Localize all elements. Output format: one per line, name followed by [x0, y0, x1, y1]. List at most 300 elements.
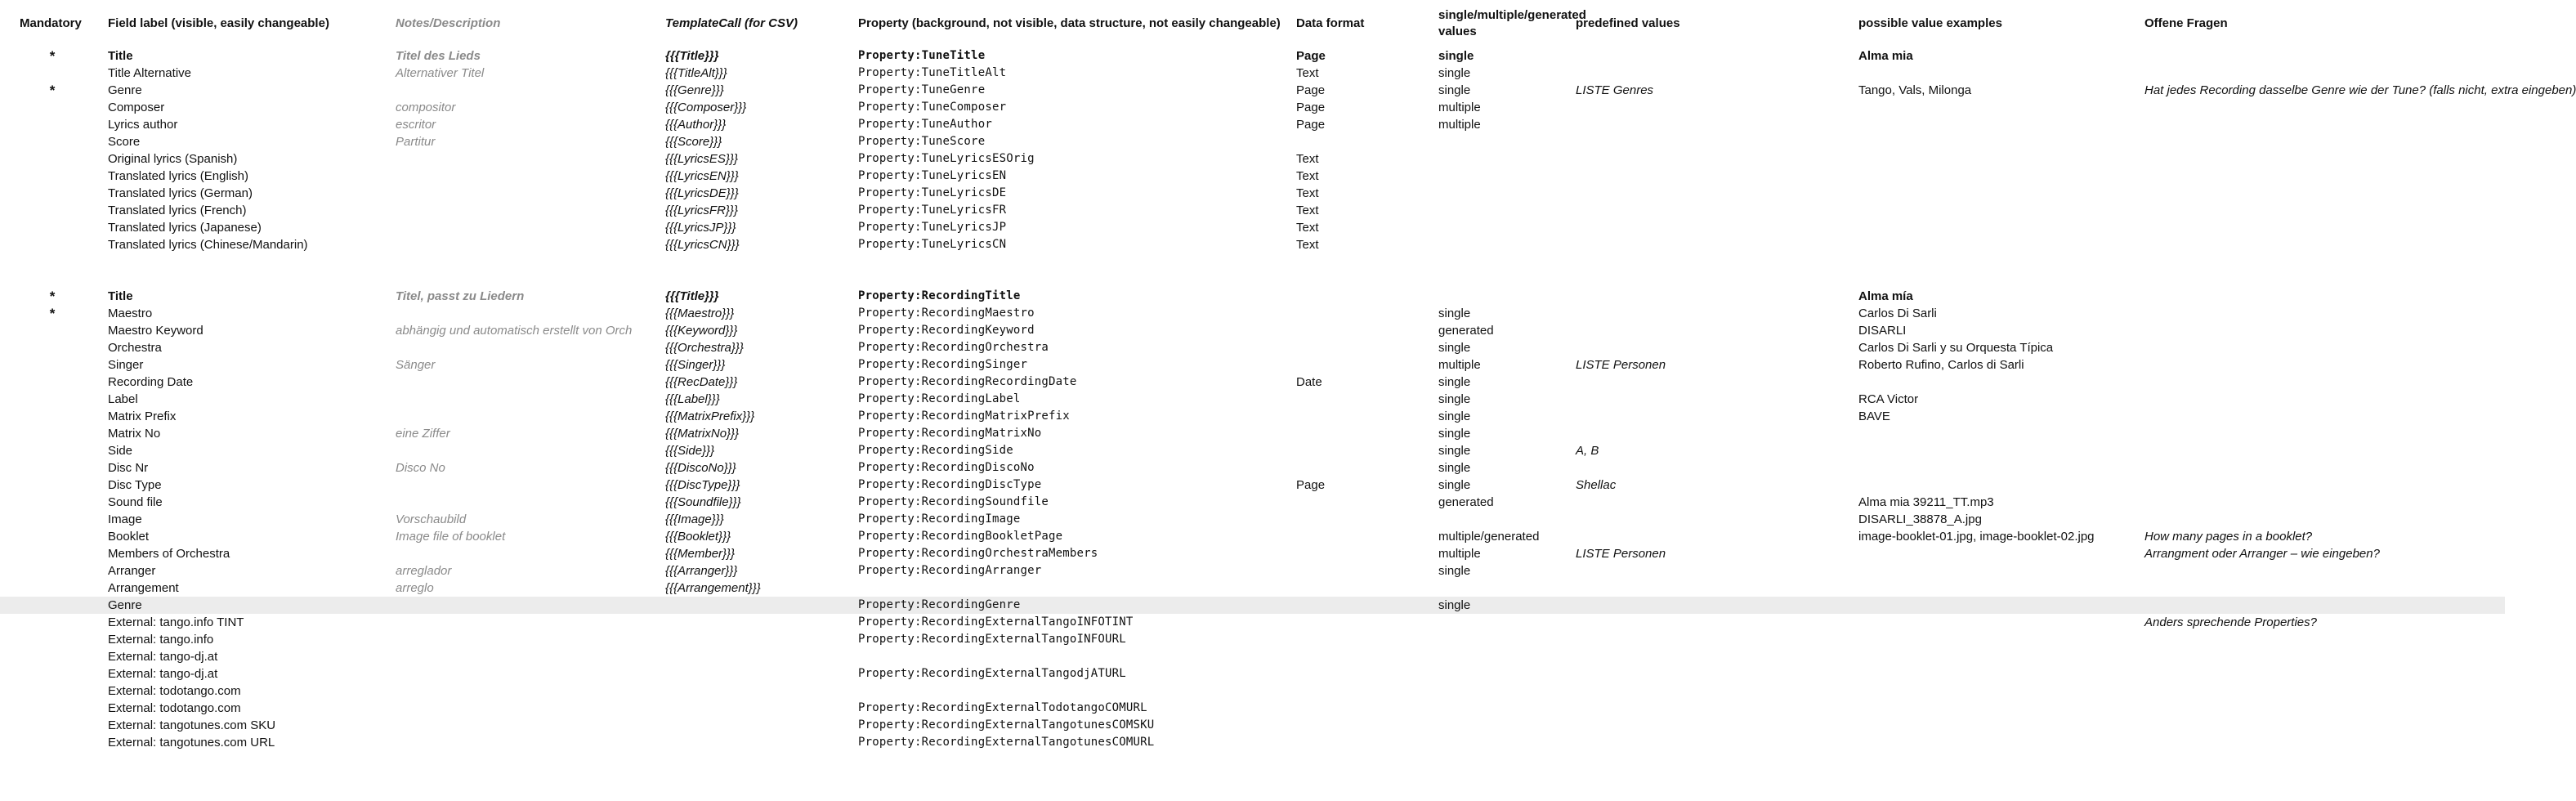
mandatory-cell[interactable] [0, 219, 105, 236]
note-cell[interactable]: Sänger [396, 358, 436, 372]
header-mandatory[interactable]: Mandatory [20, 16, 82, 30]
field-label-cell[interactable]: Genre [108, 83, 142, 97]
predefined-values-cell[interactable]: A, B [1576, 444, 1599, 458]
field-label-cell[interactable]: External: tangotunes.com URL [108, 736, 275, 750]
open-question-cell[interactable] [2141, 631, 2505, 648]
value-cardinality-cell[interactable] [1435, 168, 1572, 185]
value-example-cell[interactable]: image-booklet-01.jpg, image-booklet-02.jpg [1858, 530, 2095, 544]
header-value-examples[interactable]: possible value examples [1858, 16, 2002, 30]
template-call-cell[interactable]: {{{Arrangement}}} [665, 581, 761, 595]
value-example-cell[interactable] [1855, 682, 2141, 700]
mandatory-cell[interactable] [0, 579, 105, 597]
predefined-values-cell[interactable] [1572, 391, 1855, 408]
value-cardinality-cell[interactable]: single [1438, 409, 1471, 423]
data-format-cell[interactable]: Date [1296, 375, 1322, 389]
mandatory-cell[interactable] [0, 185, 105, 202]
predefined-values-cell[interactable] [1572, 65, 1855, 82]
property-cell[interactable]: Property:RecordingDiscoNo [858, 461, 1035, 474]
mandatory-cell[interactable] [0, 374, 105, 391]
value-cardinality-cell[interactable] [1435, 133, 1572, 150]
field-label-cell[interactable]: Image [108, 512, 142, 526]
value-cardinality-cell[interactable]: multiple [1438, 358, 1481, 372]
data-format-cell[interactable] [1293, 391, 1435, 408]
value-example-cell[interactable]: DISARLI [1858, 324, 1907, 338]
predefined-values-cell[interactable] [1572, 700, 1855, 717]
mandatory-cell[interactable] [0, 339, 105, 356]
value-example-cell[interactable] [1855, 477, 2141, 494]
property-cell[interactable]: Property:RecordingExternalTangoINFOTINT [858, 615, 1134, 629]
predefined-values-cell[interactable] [1572, 116, 1855, 133]
mandatory-cell[interactable] [0, 700, 105, 717]
value-cardinality-cell[interactable] [1435, 579, 1572, 597]
field-label-cell[interactable]: Arranger [108, 564, 156, 578]
field-label-cell[interactable]: External: tangotunes.com SKU [108, 718, 276, 732]
mandatory-cell[interactable] [0, 562, 105, 579]
note-cell[interactable]: abhängig und automatisch erstellt von Orch [396, 324, 633, 338]
data-format-cell[interactable] [1293, 288, 1435, 305]
template-call-cell[interactable]: {{{Singer}}} [665, 358, 726, 372]
open-question-cell[interactable] [2141, 700, 2505, 717]
field-label-cell[interactable]: Genre [105, 597, 392, 614]
predefined-values-cell[interactable] [1572, 459, 1855, 477]
open-question-cell[interactable] [2141, 459, 2505, 477]
note-cell[interactable] [392, 682, 662, 700]
data-format-cell[interactable] [1293, 459, 1435, 477]
open-question-cell[interactable] [2141, 579, 2505, 597]
value-example-cell[interactable]: Alma mia [1858, 49, 1913, 63]
note-cell[interactable] [392, 614, 662, 631]
predefined-values-cell[interactable] [1572, 168, 1855, 185]
value-example-cell[interactable] [1855, 219, 2141, 236]
property-cell[interactable]: Property:TuneScore [858, 135, 986, 148]
field-label-cell[interactable]: Booklet [108, 530, 150, 544]
template-call-cell[interactable]: {{{LyricsES}}} [665, 152, 738, 166]
header-notes[interactable]: Notes/Description [396, 16, 501, 30]
value-cardinality-cell[interactable]: single [1438, 83, 1471, 97]
predefined-values-cell[interactable] [1572, 734, 1855, 751]
value-example-cell[interactable] [1855, 700, 2141, 717]
property-cell[interactable]: Property:TuneLyricsJP [858, 221, 1007, 234]
value-example-cell[interactable]: Tango, Vals, Milonga [1858, 83, 1972, 97]
value-example-cell[interactable] [1855, 442, 2141, 459]
open-question-cell[interactable] [2141, 185, 2505, 202]
mandatory-cell[interactable] [0, 408, 105, 425]
note-cell[interactable] [392, 477, 662, 494]
empty-cell[interactable] [392, 271, 662, 288]
header-predefined-values[interactable]: predefined values [1576, 16, 1680, 30]
field-label-cell[interactable]: External: todotango.com [108, 701, 241, 715]
field-label-cell[interactable]: Members of Orchestra [108, 547, 230, 561]
note-cell[interactable]: Disco No [396, 461, 445, 475]
header-data-format[interactable]: Data format [1296, 16, 1365, 30]
predefined-values-cell[interactable] [1572, 99, 1855, 116]
predefined-values-cell[interactable] [1572, 150, 1855, 168]
property-cell[interactable]: Property:RecordingSide [858, 444, 1013, 457]
empty-cell[interactable] [2141, 253, 2505, 271]
template-call-cell[interactable]: {{{Genre}}} [665, 83, 724, 97]
property-cell[interactable]: Property:TuneLyricsFR [858, 204, 1007, 217]
note-cell[interactable] [392, 391, 662, 408]
predefined-values-cell[interactable] [1572, 305, 1855, 322]
value-cardinality-cell[interactable]: multiple [1438, 118, 1481, 132]
property-cell[interactable]: Property:RecordingExternalTangodjATURL [858, 667, 1126, 680]
empty-cell[interactable] [105, 253, 392, 271]
mandatory-cell[interactable] [0, 442, 105, 459]
value-cardinality-cell[interactable] [1435, 734, 1572, 751]
property-cell[interactable]: Property:TuneLyricsEN [858, 169, 1007, 182]
field-label-cell[interactable]: Title Alternative [108, 66, 191, 80]
value-cardinality-cell[interactable] [1435, 150, 1572, 168]
value-example-cell[interactable]: Roberto Rufino, Carlos di Sarli [1858, 358, 2024, 372]
open-question-cell[interactable] [2141, 47, 2505, 65]
field-label-cell[interactable]: Maestro Keyword [108, 324, 203, 338]
field-label-cell[interactable]: Score [108, 135, 141, 149]
predefined-values-cell[interactable] [1572, 579, 1855, 597]
mandatory-cell[interactable] [0, 648, 105, 665]
note-cell[interactable] [392, 494, 662, 511]
mandatory-cell[interactable] [0, 459, 105, 477]
data-format-cell[interactable] [1293, 614, 1435, 631]
open-question-cell[interactable] [2141, 665, 2505, 682]
predefined-values-cell[interactable] [1572, 202, 1855, 219]
value-example-cell[interactable]: Alma mía [1858, 289, 1913, 303]
empty-cell[interactable] [662, 271, 855, 288]
data-format-cell[interactable] [1293, 528, 1435, 545]
predefined-values-cell[interactable] [1572, 665, 1855, 682]
open-question-cell[interactable] [2141, 494, 2505, 511]
template-call-cell[interactable]: {{{Orchestra}}} [665, 341, 744, 355]
note-cell[interactable]: arreglo [396, 581, 434, 595]
note-cell[interactable] [392, 374, 662, 391]
field-label-cell[interactable]: External: todotango.com [108, 684, 241, 698]
property-cell[interactable]: Property:RecordingTitle [858, 289, 1021, 302]
mandatory-cell[interactable] [0, 65, 105, 82]
open-question-cell[interactable] [2141, 511, 2505, 528]
data-format-cell[interactable]: Page [1296, 118, 1326, 132]
mandatory-cell[interactable] [0, 133, 105, 150]
note-cell[interactable]: arreglador [396, 564, 452, 578]
note-cell[interactable]: eine Ziffer [396, 427, 450, 441]
open-question-cell[interactable] [2141, 150, 2505, 168]
open-question-cell[interactable] [2141, 477, 2505, 494]
template-call-cell[interactable]: {{{Author}}} [665, 118, 727, 132]
property-cell[interactable]: Property:RecordingRecordingDate [858, 375, 1077, 388]
value-example-cell[interactable]: RCA Victor [1858, 392, 1919, 406]
note-cell[interactable]: Vorschaubild [396, 512, 467, 526]
predefined-values-cell[interactable] [1572, 236, 1855, 253]
template-call-cell[interactable] [662, 717, 855, 734]
open-question-cell[interactable] [2141, 562, 2505, 579]
template-call-cell[interactable]: {{{Title}}} [665, 49, 719, 63]
property-cell[interactable]: Property:TuneLyricsESOrig [858, 152, 1035, 165]
value-cardinality-cell[interactable]: generated [1438, 324, 1494, 338]
field-label-cell[interactable]: External: tango.info [108, 633, 214, 647]
empty-cell[interactable] [0, 253, 105, 271]
data-format-cell[interactable]: Page [1296, 49, 1326, 63]
predefined-values-cell[interactable] [1572, 682, 1855, 700]
note-cell[interactable] [392, 700, 662, 717]
property-cell[interactable]: Property:RecordingExternalTodotangoCOMURL [858, 701, 1147, 714]
open-question-cell[interactable]: Hat jedes Recording dasselbe Genre wie der Tune? (falls nicht, extra eingeben) [2144, 83, 2576, 97]
value-example-cell[interactable]: Alma mia 39211_TT.mp3 [1858, 495, 1994, 509]
value-cardinality-cell[interactable]: generated [1438, 495, 1494, 509]
field-label-cell[interactable]: Lyrics author [108, 118, 178, 132]
predefined-values-cell[interactable] [1572, 47, 1855, 65]
value-cardinality-cell[interactable] [1435, 511, 1572, 528]
open-question-cell[interactable]: Anders sprechende Properties? [2144, 615, 2317, 629]
value-example-cell[interactable]: Carlos Di Sarli y su Orquesta Típica [1858, 341, 2054, 355]
value-example-cell[interactable] [1855, 648, 2141, 665]
property-cell[interactable]: Property:RecordingSoundfile [858, 495, 1049, 508]
open-question-cell[interactable] [2141, 717, 2505, 734]
note-cell[interactable] [392, 185, 662, 202]
data-format-cell[interactable] [1293, 339, 1435, 356]
field-label-cell[interactable]: Side [108, 444, 133, 458]
value-cardinality-cell[interactable] [1435, 631, 1572, 648]
field-label-cell[interactable]: Matrix Prefix [108, 409, 177, 423]
value-example-cell[interactable] [1855, 734, 2141, 751]
field-label-cell[interactable]: Singer [108, 358, 144, 372]
property-cell[interactable]: Property:RecordingExternalTangotunesCOMSKU [858, 718, 1155, 732]
note-cell[interactable] [392, 648, 662, 665]
predefined-values-cell[interactable] [1572, 494, 1855, 511]
template-call-cell[interactable]: {{{Label}}} [665, 392, 720, 406]
property-cell[interactable]: Property:RecordingImage [858, 512, 1021, 526]
value-cardinality-cell[interactable] [1435, 219, 1572, 236]
data-format-cell[interactable] [1293, 665, 1435, 682]
empty-cell[interactable] [855, 271, 1293, 288]
note-cell[interactable] [392, 734, 662, 751]
data-format-cell[interactable] [1293, 700, 1435, 717]
value-example-cell[interactable] [1855, 579, 2141, 597]
template-call-cell[interactable]: {{{MatrixNo}}} [665, 427, 740, 441]
predefined-values-cell[interactable] [1572, 597, 1855, 614]
field-label-cell[interactable]: Disc Type [108, 478, 162, 492]
open-question-cell[interactable] [2141, 305, 2505, 322]
field-label-cell[interactable]: Translated lyrics (German) [108, 186, 253, 200]
data-format-cell[interactable] [1293, 631, 1435, 648]
data-format-cell[interactable] [1293, 545, 1435, 562]
open-question-cell[interactable] [2141, 597, 2505, 614]
open-question-cell[interactable] [2141, 322, 2505, 339]
property-cell[interactable]: Property:RecordingOrchestraMembers [858, 547, 1098, 560]
template-call-cell[interactable] [662, 614, 855, 631]
field-label-cell[interactable]: Translated lyrics (Japanese) [108, 221, 262, 235]
template-call-cell[interactable] [662, 700, 855, 717]
note-cell[interactable] [392, 442, 662, 459]
open-question-cell[interactable]: Arrangment oder Arranger – wie eingeben? [2144, 547, 2380, 561]
value-example-cell[interactable] [1855, 425, 2141, 442]
note-cell[interactable] [392, 597, 662, 614]
property-cell[interactable]: Property:TuneComposer [858, 101, 1007, 114]
data-format-cell[interactable] [1293, 356, 1435, 374]
field-label-cell[interactable]: External: tango-dj.at [108, 650, 218, 664]
field-label-cell[interactable]: Sound file [108, 495, 163, 509]
property-cell[interactable]: Property:RecordingKeyword [858, 324, 1035, 337]
note-cell[interactable] [392, 82, 662, 99]
predefined-values-cell[interactable] [1572, 408, 1855, 425]
note-cell[interactable]: Partitur [396, 135, 436, 149]
value-cardinality-cell[interactable]: single [1438, 444, 1471, 458]
value-cardinality-cell[interactable] [1435, 202, 1572, 219]
mandatory-cell[interactable] [0, 477, 105, 494]
predefined-values-cell[interactable] [1572, 288, 1855, 305]
value-example-cell[interactable]: BAVE [1858, 409, 1890, 423]
property-cell[interactable]: Property:RecordingSinger [858, 358, 1028, 371]
field-label-cell[interactable]: Matrix No [108, 427, 161, 441]
empty-cell[interactable] [1855, 271, 2141, 288]
property-cell[interactable]: Property:TuneTitle [858, 49, 986, 62]
predefined-values-cell[interactable] [1572, 219, 1855, 236]
empty-cell[interactable] [1435, 253, 1572, 271]
template-call-cell[interactable]: {{{TitleAlt}}} [665, 66, 727, 80]
mandatory-cell[interactable] [0, 322, 105, 339]
open-question-cell[interactable] [2141, 442, 2505, 459]
field-label-cell[interactable]: Title [108, 289, 133, 303]
template-call-cell[interactable]: {{{Soundfile}}} [665, 495, 741, 509]
template-call-cell[interactable]: {{{Score}}} [665, 135, 722, 149]
property-cell[interactable]: Property:RecordingBookletPage [858, 530, 1063, 543]
template-call-cell[interactable]: {{{Arranger}}} [665, 564, 738, 578]
note-cell[interactable] [392, 631, 662, 648]
open-question-cell[interactable] [2141, 734, 2505, 751]
template-call-cell[interactable] [662, 665, 855, 682]
header-template-call[interactable]: TemplateCall (for CSV) [665, 16, 798, 30]
open-question-cell[interactable] [2141, 116, 2505, 133]
data-format-cell[interactable]: Text [1296, 152, 1319, 166]
empty-cell[interactable] [2141, 271, 2505, 288]
value-cardinality-cell[interactable]: single [1438, 427, 1471, 441]
open-question-cell[interactable] [2141, 236, 2505, 253]
data-format-cell[interactable] [1293, 511, 1435, 528]
property-cell[interactable] [855, 682, 1293, 700]
mandatory-cell[interactable] [0, 682, 105, 700]
value-cardinality-cell[interactable] [1435, 700, 1572, 717]
empty-cell[interactable] [1572, 271, 1855, 288]
property-cell[interactable] [855, 579, 1293, 597]
note-cell[interactable] [392, 236, 662, 253]
template-call-cell[interactable]: {{{LyricsEN}}} [665, 169, 739, 183]
predefined-values-cell[interactable]: LISTE Personen [1576, 358, 1666, 372]
value-example-cell[interactable] [1855, 116, 2141, 133]
open-question-cell[interactable] [2141, 339, 2505, 356]
predefined-values-cell[interactable]: Shellac [1576, 478, 1617, 492]
value-example-cell[interactable]: DISARLI_38878_A.jpg [1858, 512, 1982, 526]
mandatory-cell[interactable] [0, 511, 105, 528]
value-cardinality-cell[interactable]: multiple [1438, 547, 1481, 561]
mandatory-cell[interactable] [0, 597, 105, 614]
template-call-cell[interactable]: {{{Composer}}} [665, 101, 747, 114]
empty-cell[interactable] [392, 253, 662, 271]
value-example-cell[interactable] [1855, 545, 2141, 562]
note-cell[interactable] [392, 665, 662, 682]
value-example-cell[interactable] [1855, 65, 2141, 82]
mandatory-cell[interactable] [0, 734, 105, 751]
value-example-cell[interactable] [1855, 133, 2141, 150]
template-call-cell[interactable]: {{{LyricsJP}}} [665, 221, 736, 235]
value-cardinality-cell[interactable] [1435, 288, 1572, 305]
mandatory-cell[interactable] [0, 356, 105, 374]
open-question-cell[interactable]: How many pages in a booklet? [2144, 530, 2313, 544]
field-label-cell[interactable]: Translated lyrics (Chinese/Mandarin) [108, 238, 308, 252]
template-call-cell[interactable]: {{{DiscType}}} [665, 478, 740, 492]
empty-cell[interactable] [0, 271, 105, 288]
template-call-cell[interactable]: {{{Maestro}}} [665, 307, 735, 320]
note-cell[interactable]: Titel, passt zu Liedern [396, 289, 525, 303]
value-cardinality-cell[interactable]: single [1438, 66, 1471, 80]
field-label-cell[interactable]: Label [108, 392, 138, 406]
value-example-cell[interactable] [1855, 459, 2141, 477]
mandatory-cell[interactable] [0, 545, 105, 562]
empty-cell[interactable] [1293, 271, 1435, 288]
predefined-values-cell[interactable] [1572, 322, 1855, 339]
predefined-values-cell[interactable] [1572, 528, 1855, 545]
mandatory-cell[interactable] [0, 717, 105, 734]
mandatory-cell[interactable] [0, 116, 105, 133]
value-example-cell[interactable] [1855, 150, 2141, 168]
open-question-cell[interactable] [2141, 99, 2505, 116]
value-example-cell[interactable] [1855, 202, 2141, 219]
note-cell[interactable] [392, 339, 662, 356]
data-format-cell[interactable]: Page [1296, 101, 1326, 114]
value-cardinality-cell[interactable] [1435, 648, 1572, 665]
mandatory-cell[interactable] [0, 202, 105, 219]
open-question-cell[interactable] [2141, 391, 2505, 408]
value-cardinality-cell[interactable] [1435, 665, 1572, 682]
header-open-questions[interactable]: Offene Fragen [2144, 16, 2228, 30]
value-cardinality-cell[interactable]: single [1438, 392, 1471, 406]
predefined-values-cell[interactable] [1572, 339, 1855, 356]
template-call-cell[interactable]: {{{Member}}} [665, 547, 736, 561]
predefined-values-cell[interactable] [1572, 717, 1855, 734]
data-format-cell[interactable]: Page [1296, 478, 1326, 492]
note-cell[interactable] [392, 202, 662, 219]
field-label-cell[interactable]: Title [108, 49, 133, 63]
value-cardinality-cell[interactable] [1435, 185, 1572, 202]
data-format-cell[interactable] [1293, 408, 1435, 425]
data-format-cell[interactable] [1293, 494, 1435, 511]
field-label-cell[interactable]: Arrangement [108, 581, 179, 595]
value-cardinality-cell[interactable]: single [1438, 375, 1471, 389]
note-cell[interactable]: Image file of booklet [396, 530, 506, 544]
predefined-values-cell[interactable] [1572, 374, 1855, 391]
open-question-cell[interactable] [2141, 202, 2505, 219]
field-label-cell[interactable]: Recording Date [108, 375, 194, 389]
mandatory-cell[interactable] [0, 614, 105, 631]
property-cell[interactable]: Property:RecordingMatrixNo [858, 427, 1042, 440]
data-format-cell[interactable]: Page [1296, 83, 1326, 97]
predefined-values-cell[interactable] [1572, 425, 1855, 442]
note-cell[interactable]: compositor [396, 101, 456, 114]
open-question-cell[interactable] [2141, 356, 2505, 374]
value-example-cell[interactable] [1855, 614, 2141, 631]
note-cell[interactable] [392, 717, 662, 734]
field-label-cell[interactable]: Translated lyrics (French) [108, 204, 247, 217]
data-format-cell[interactable]: Text [1296, 204, 1319, 217]
value-cardinality-cell[interactable] [1435, 717, 1572, 734]
data-format-cell[interactable] [1293, 133, 1435, 150]
property-cell[interactable]: Property:TuneLyricsDE [858, 186, 1007, 199]
property-cell[interactable]: Property:TuneTitleAlt [858, 66, 1007, 79]
value-example-cell[interactable] [1855, 168, 2141, 185]
property-cell[interactable]: Property:RecordingMaestro [858, 307, 1035, 320]
open-question-cell[interactable] [2141, 374, 2505, 391]
template-call-cell[interactable]: {{{RecDate}}} [665, 375, 738, 389]
value-example-cell[interactable] [1855, 374, 2141, 391]
mandatory-cell[interactable] [0, 425, 105, 442]
header-property[interactable]: Property (background, not visible, data structure, not easily changeable) [858, 16, 1281, 30]
open-question-cell[interactable] [2141, 168, 2505, 185]
